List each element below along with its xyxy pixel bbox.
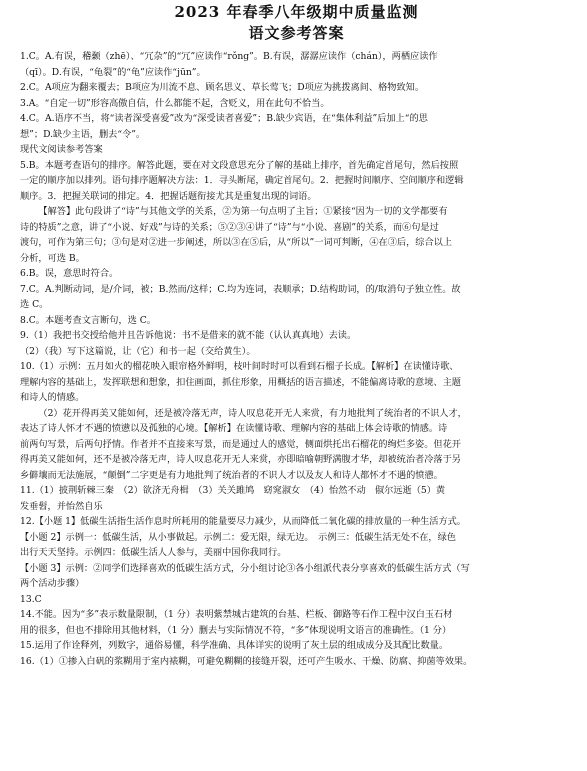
answer-line: 【小题 3】示例：②同学们选择喜欢的低碳生活方式，分小组讨论③各小组派代表分享喜欢的低碳生活方式（写	[20, 562, 470, 574]
answer-line: 10.（1）示例：五月如火的榴花映入眼帘格外鲜明，枝叶间时时可以看到石榴子长成。【解析】在读懂诗歌、	[20, 361, 459, 372]
answer-line: 14.不能。因为“多”表示数量限制，（1 分）表明紫禁城古建筑的台基、栏板、御路等石作工程中汉白玉石材	[20, 609, 453, 620]
answer-line: 两个活动步骤）	[20, 578, 85, 589]
answer-body	[20, 49, 573, 669]
answer-line: 渡句，可作为第三句；③句是对②进一步阐述，所以③在⑤后，从“所以”一词可判断，④在③后，综合以上	[20, 237, 453, 248]
answer-line: 一定的顺序加以排列。语句排序题解决方法：1．寻头断尾，确定首尾句。2．把握时间顺序、空间顺序和逻辑	[20, 175, 464, 186]
answer-line: 15.运用了作诠释列，列数字，通俗易懂，科学准确、具体详实的说明了灰土层的组成成分及其配比数量。	[20, 640, 449, 651]
answer-line: 6.B。误，意思时符合。	[20, 268, 119, 279]
answer-line: 想”；D.缺少主语，删去“令”。	[20, 128, 146, 140]
answer-key-page	[0, 3, 587, 771]
answer-line: （2）（我）写下这篇说，让（它）和书一起（交给黄生）。	[20, 345, 256, 357]
answer-line: 9.（1）我把书交授给他并且告诉他说：书不是借来的就不能（认认真真地）去读。	[20, 330, 357, 341]
answer-line: 用的很多，但也不排除用其他材料，（1 分）删去与实际情况不符，“多”体现说明文语言的准确性。（1 分）	[20, 624, 452, 636]
answer-line: 出行天天坚持。示例四：低碳生活人人参与，美丽中国你我同行。	[20, 547, 287, 558]
answer-line: 2.C。A项应为翻来覆去；B项应为川流不息、顾名思义、草长莺飞；D项应为挑拨离间、格物致知。	[20, 82, 425, 93]
answer-line: 乡僻壤而无法施展，“颠倒”二字更是有力地批判了统治者的不识人才以及友人和诗人都怀才不遇的愤懑。	[20, 469, 443, 481]
answer-line: 前两句写景，后两句抒情。作者并不直接来写景，而是通过人的感觉，侧面烘托出石榴花的绚烂多姿。但花开	[20, 438, 461, 450]
answer-line: 13.C	[20, 593, 42, 605]
answer-line: （qī）。D.有误，“龟裂”的“龟”应读作“jūn”。	[20, 66, 206, 78]
answer-line: 【小题 2】示例一：低碳生活，从小事做起。示例二：爱无限，绿无边。 示例三：低碳生活无处不在，绿色	[20, 531, 456, 543]
answer-line: 诗的特质”之意，讲了“小说、好戏”与诗的关系；⑤②③④讲了“诗”与“小说、喜剧”的关系，而⑥句是过	[20, 221, 439, 233]
answer-line: 理解内容的基础上，发挥联想和想象，扣住画面，抓住形象，用概括的语言描述，不能偏离诗歌的意境、主题	[20, 376, 461, 388]
answer-line: 和诗人的情感。	[20, 392, 85, 403]
answer-line: 16.（1）①掺入白矾的浆糊用于室内裱糊，可避免糊糊的接缝开裂，还可产生吸水、干燥、防腐、抑菌等效果。	[20, 655, 473, 667]
answer-line: 得再美又能如何，还不是被冷落无声，诗人叹息花开无人来赏，亦即暗喻朝野满腹才华，却被统治者冷落于另	[20, 454, 461, 465]
answer-line: 分析，可选 B。	[20, 252, 85, 264]
answer-line: 现代文阅读参考答案	[20, 144, 103, 155]
document-title: 2023 年春季八年级期中质量监测	[174, 3, 419, 21]
answer-line: 5.B。本题考查语句的排序。解答此题，要在对文段意思充分了解的基础上排序，首先确定首尾句，然后按照	[20, 159, 459, 171]
document-subtitle: 语文参考答案	[248, 24, 345, 42]
answer-line: 顺序。3．把握关联词的排定。4．把握话题衔接尤其是重复出现的词语。	[20, 190, 317, 202]
answer-line: 7.C。A.判断动词，是/介词，被；B.然而/这样；C.均为连词，表顺承；D.结构助词，的/取消句子独立性。故	[20, 283, 461, 295]
answer-line: 12.【小题 1】低碳生活指生活作息时所耗用的能量要尽力减少，从而降低二氧化碳的排放量的一种生活方式。	[20, 516, 466, 527]
answer-line: 表达了诗人怀才不遇的愤懑以及孤独的心境。【解析】在读懂诗歌、理解内容的基础上体会诗歌的情感。诗	[20, 423, 448, 434]
answer-line: 8.C。本题考查文言断句，选 C。	[20, 314, 156, 326]
answer-line: 发垂髫，并怡然自乐	[20, 500, 103, 512]
answer-line: 选 C。	[20, 299, 49, 310]
answer-line: 4.C。A.语序不当，将“读者深受喜爱”改为“深受读者喜爱”；B.缺少宾语，在“集体利益”后加上“的思	[20, 113, 428, 124]
answer-line: 11.（1）披荆斩棘三秦 （2）欲济无舟楫 （3）关关雎鸠 窈窕淑女 （4）怡然不动 俶尔远逝（5）黄	[20, 485, 446, 496]
answer-line: 【解答】此句段讲了“诗”与其他文学的关系，②为第一句点明了主旨；①紧接“因为一切的文学都要有	[38, 206, 448, 217]
answer-line: （2）花开得再美又能如何，还是被冷落无声，诗人叹息花开无人来赏，有力地批判了统治者的不识人才，	[38, 407, 467, 419]
answer-line: 3.A。“自定一切”形容高傲自信，什么都能不起，含贬义，用在此句不恰当。	[20, 97, 330, 109]
answer-line: 1.C。A.有误，稽颡（zhē）、“冗杂”的“冗”应读作“rǒng”。B.有误，潺潺应读作（chán），两栖应读作	[20, 51, 438, 62]
